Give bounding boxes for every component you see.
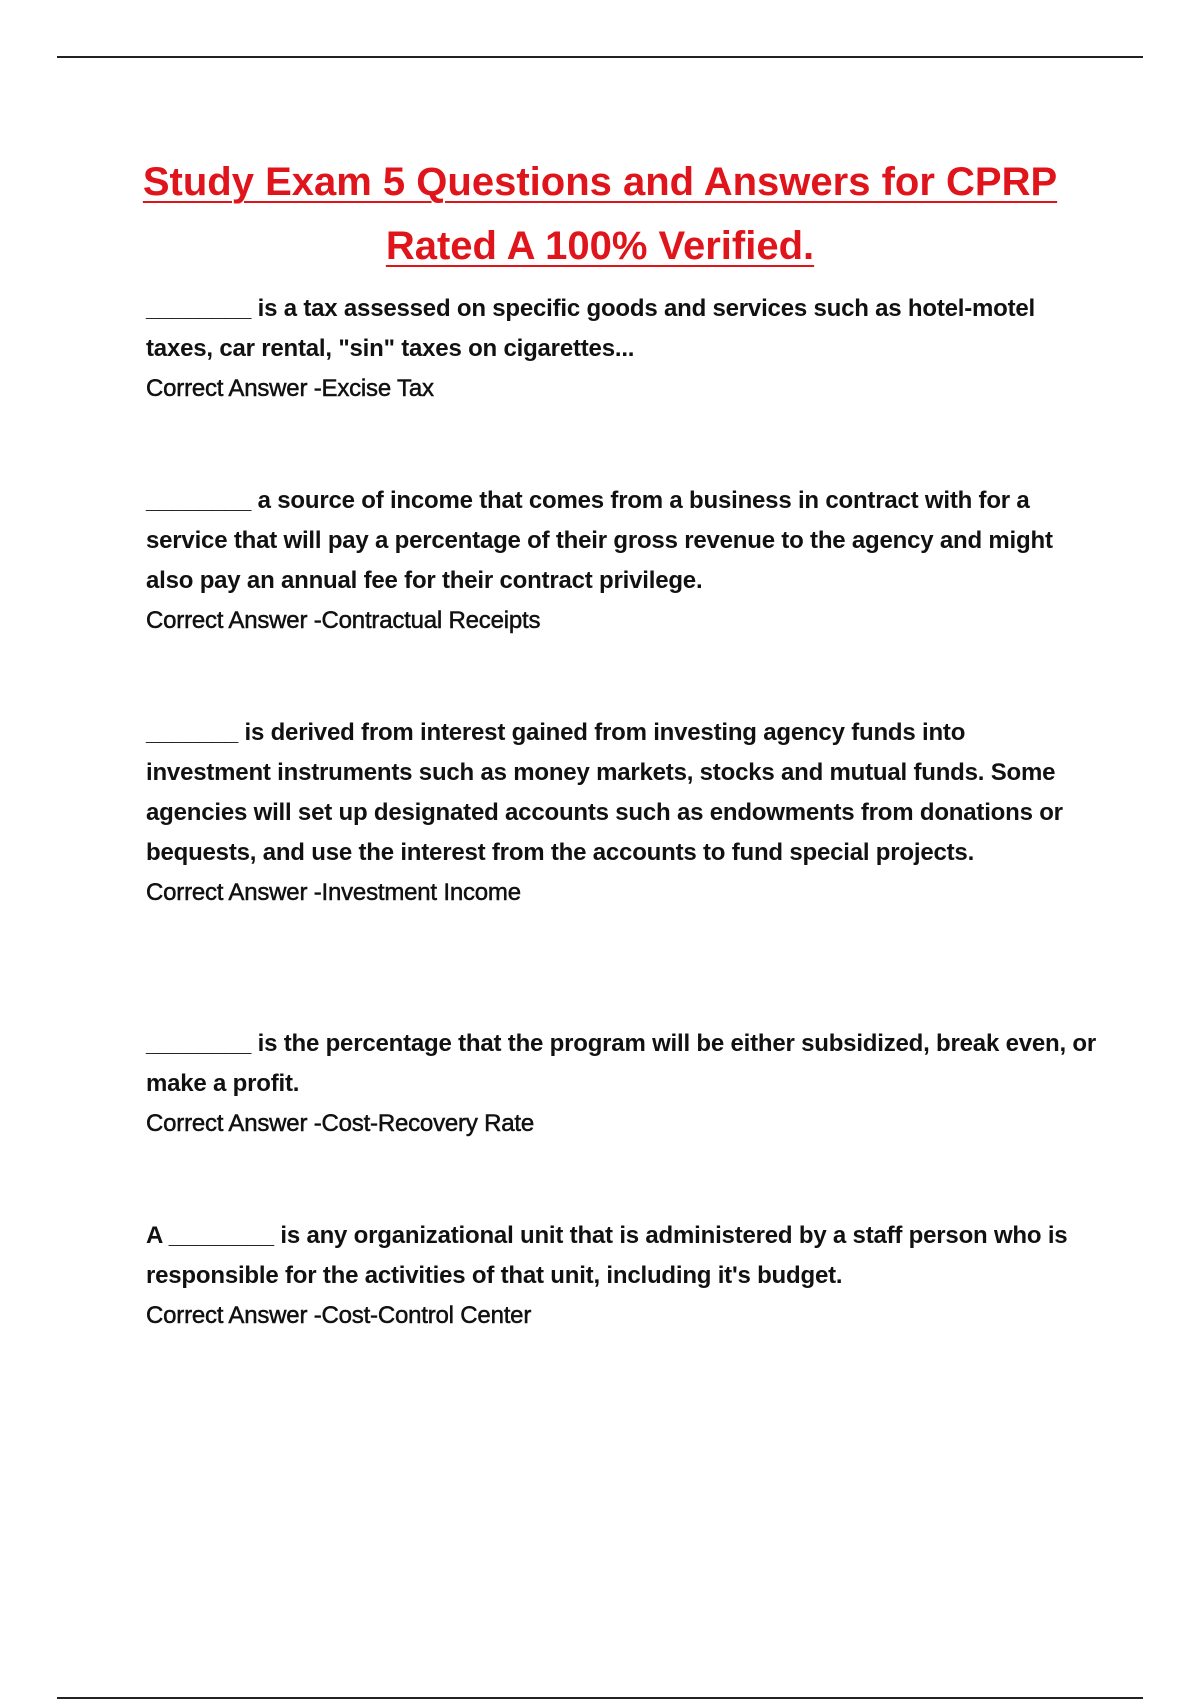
answer-text: Correct Answer -Cost-Control Center [146, 1302, 532, 1329]
question-text: ________ is a tax assessed on specific goods and services such as hotel-motel taxes, car rental, "sin" taxes on cigarettes... [146, 295, 1036, 362]
bottom-divider [57, 1697, 1143, 1699]
qa-item [146, 481, 1096, 641]
top-divider [57, 56, 1143, 58]
qa-item [146, 1216, 1096, 1336]
answer-text: Correct Answer -Excise Tax [146, 375, 434, 402]
page-title [100, 150, 1100, 278]
title-line-2: Rated A 100% Verified. [385, 224, 815, 268]
question-text: ________ is the percentage that the program will be either subsidized, break even, or make a profit. [146, 1030, 1097, 1097]
question-text: ________ a source of income that comes from a business in contract with for a service that will pay a percentage of their gross revenue to the agency and might also pay an annual fee for their contract privilege. [146, 487, 1053, 594]
title-line-1: Study Exam 5 Questions and Answers for CPRP [142, 160, 1058, 204]
question-text: A ________ is any organizational unit that is administered by a staff person who is responsible for the activities of that unit, including it's budget. [146, 1222, 1068, 1289]
answer-text: Correct Answer -Contractual Receipts [146, 607, 541, 634]
qa-item [146, 713, 1096, 913]
answer-text: Correct Answer -Cost-Recovery Rate [146, 1110, 534, 1137]
qa-item [146, 289, 1096, 409]
question-text: _______ is derived from interest gained from investing agency funds into investment instruments such as money markets, stocks and mutual funds. Some agencies will set up designated accounts such as endowments from donations or bequests, and use the interest from the accounts to fund special projects. [146, 719, 1063, 866]
qa-item [146, 1024, 1096, 1144]
answer-text: Correct Answer -Investment Income [146, 879, 521, 906]
